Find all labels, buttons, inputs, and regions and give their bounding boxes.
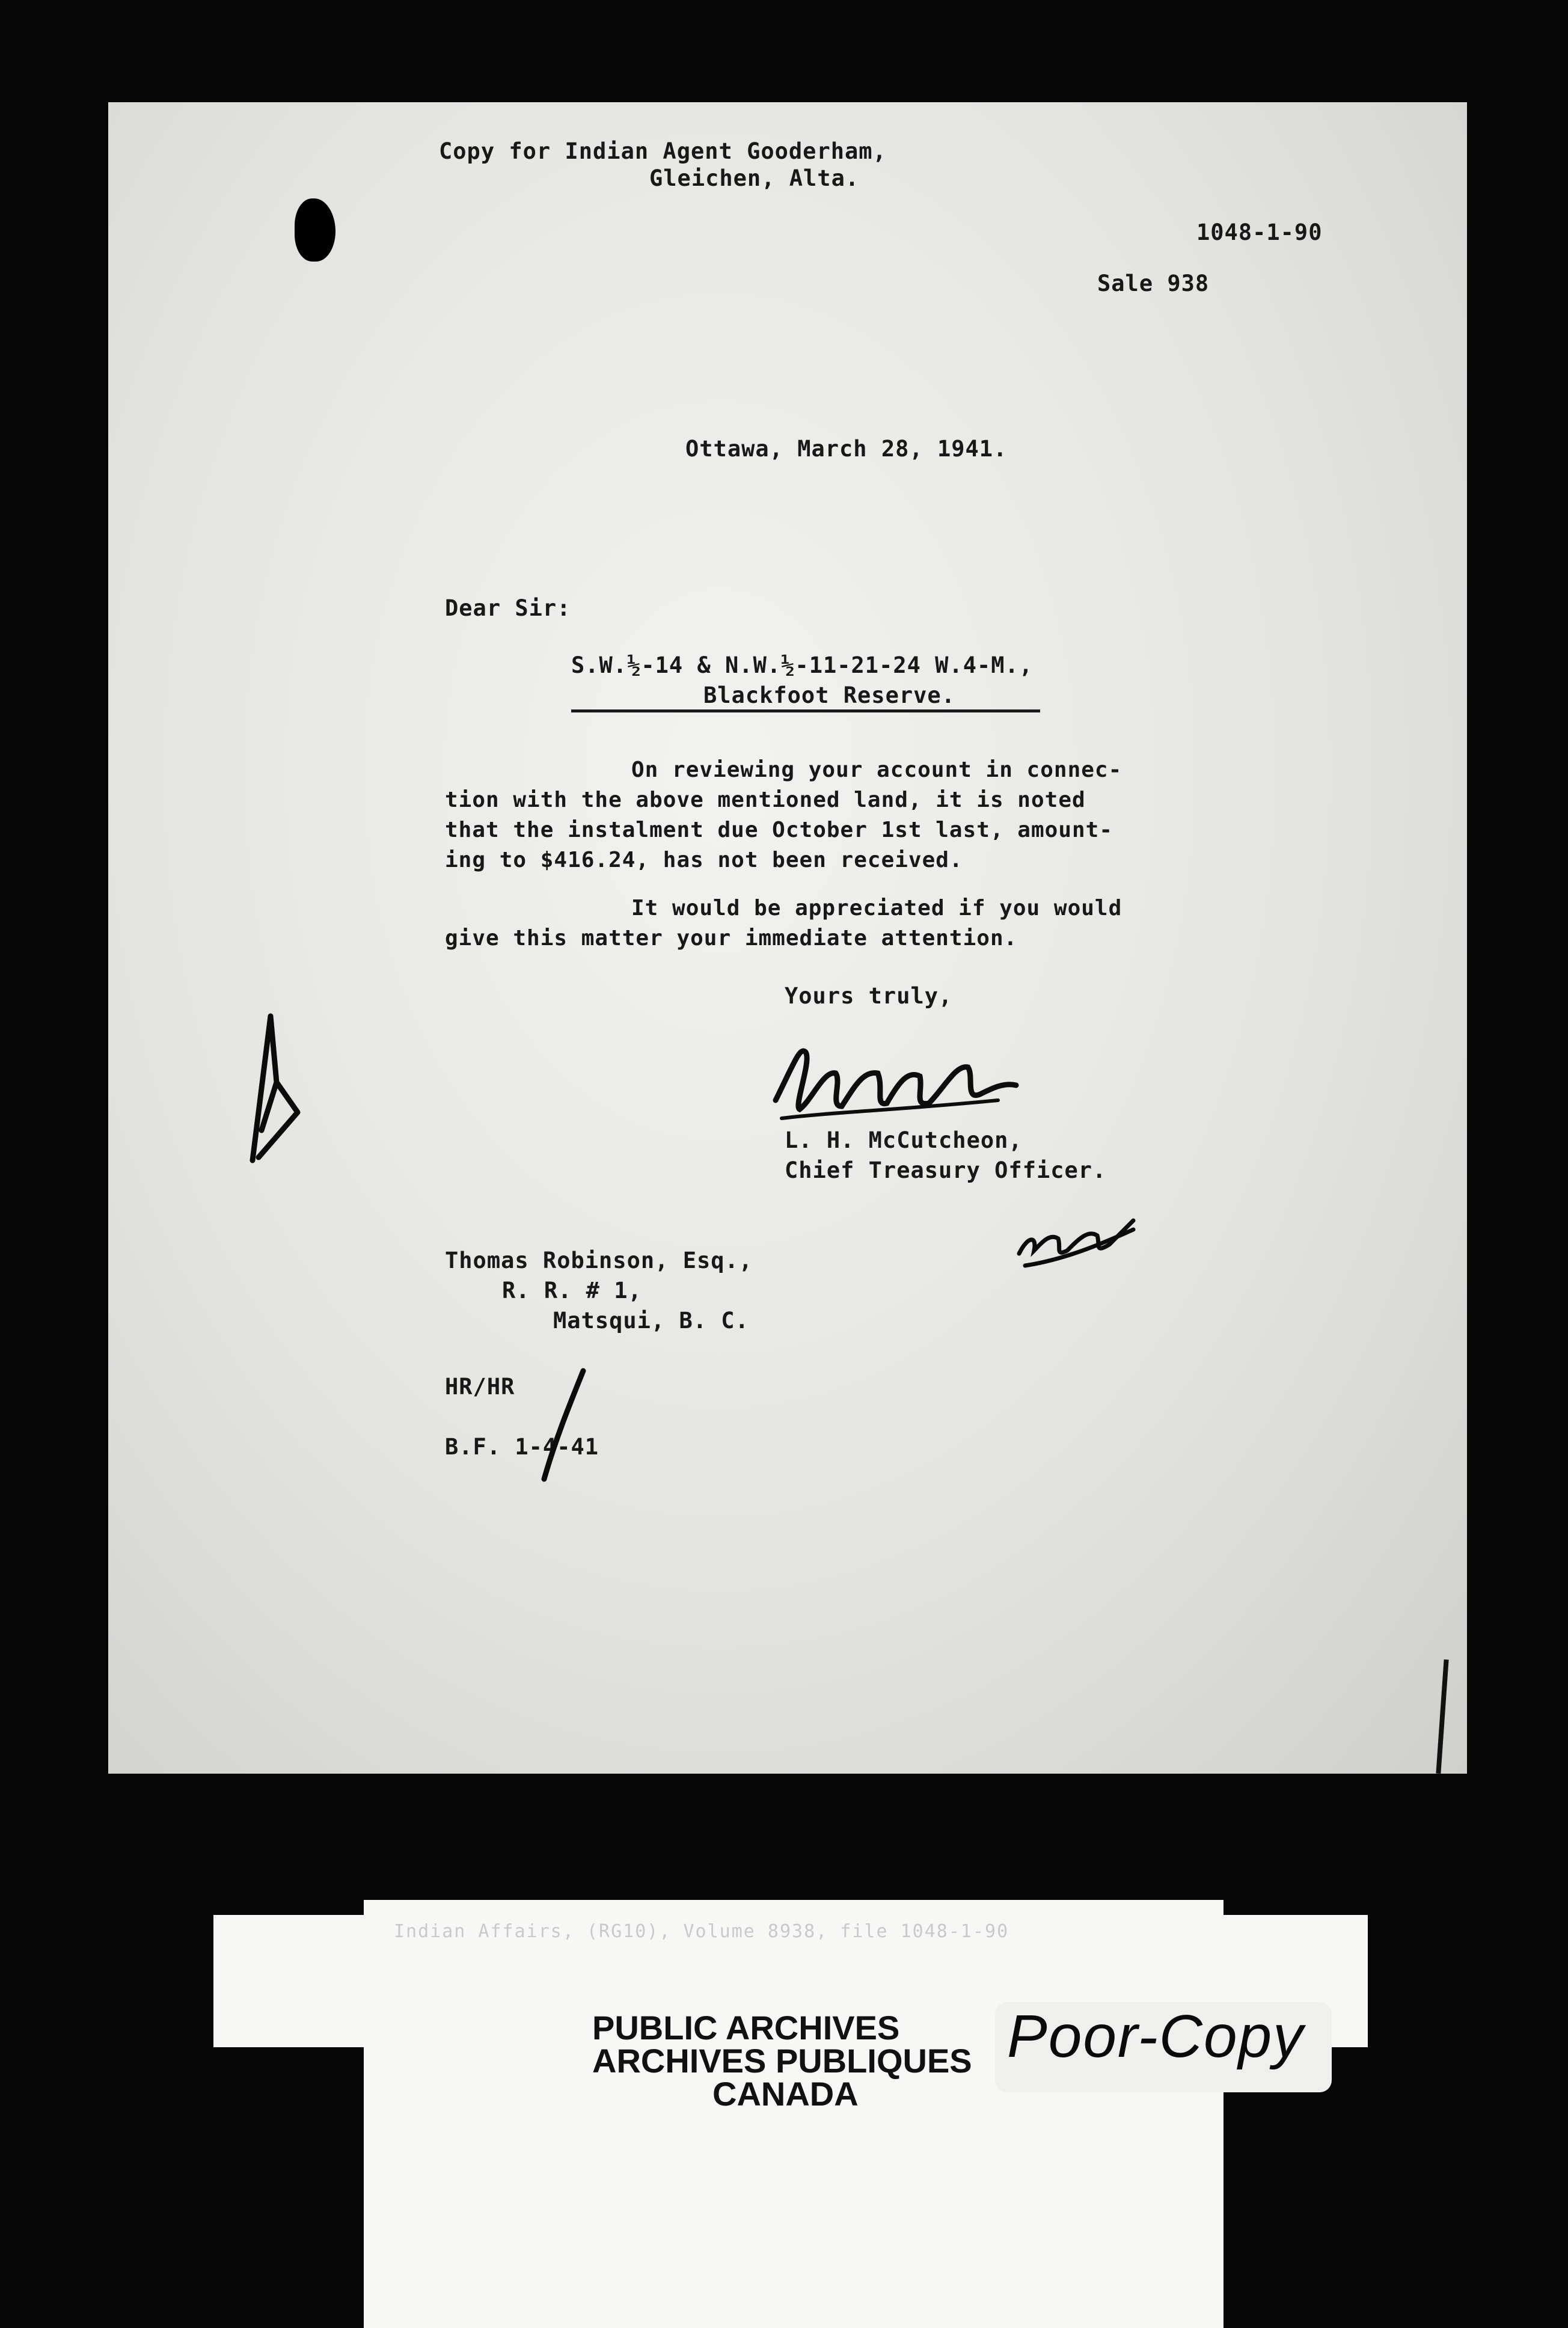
card-tab-left <box>213 1915 370 2047</box>
handwritten-initials-icon <box>1010 1193 1136 1272</box>
punch-hole <box>295 198 335 262</box>
typist-initials: HR/HR <box>445 1374 515 1400</box>
archive-label-card <box>213 1900 1368 2328</box>
para2-line1: It would be appreciated if you would <box>631 896 1122 920</box>
archive-name-english: PUBLIC ARCHIVES <box>592 2009 900 2047</box>
signer-name: L. H. McCutcheon, <box>785 1127 1023 1153</box>
salutation: Dear Sir: <box>445 595 571 621</box>
archive-name-french: ARCHIVES PUBLIQUES <box>592 2042 972 2080</box>
para1-line2: tion with the above mentioned land, it is noted <box>445 788 1086 812</box>
file-reference: 1048-1-90 <box>1196 219 1323 245</box>
copy-note-line2: Gleichen, Alta. <box>649 165 860 191</box>
signer-title: Chief Treasury Officer. <box>785 1157 1107 1183</box>
closing: Yours truly, <box>785 983 953 1009</box>
check-mark-icon <box>523 1365 595 1485</box>
bring-forward-line: B.F. 1-4-41 <box>445 1434 599 1460</box>
card-body <box>364 1900 1223 2328</box>
date-line: Ottawa, March 28, 1941. <box>685 436 1008 462</box>
copy-note-line1: Copy for Indian Agent Gooderham, <box>439 138 887 164</box>
margin-initial-mark-icon <box>240 1010 307 1172</box>
subject-underline <box>571 709 1040 712</box>
sale-reference: Sale 938 <box>1097 271 1210 296</box>
signature-icon <box>758 1010 1022 1142</box>
para2-line2: give this matter your immediate attention. <box>445 926 1018 951</box>
subject-line1: S.W.½-14 & N.W.½-11-21-24 W.4-M., <box>571 652 1034 678</box>
archive-country: CANADA <box>712 2075 859 2113</box>
para1-line1: On reviewing your account in connec- <box>631 758 1122 782</box>
addressee-line3: Matsqui, B. C. <box>553 1308 749 1334</box>
faint-archive-reference: Indian Affairs, (RG10), Volume 8938, file 1048-1-90 <box>394 1921 1009 1942</box>
para1-line3: that the instalment due October 1st last, amount- <box>445 818 1113 842</box>
para1-line4: ing to $416.24, has not been received. <box>445 848 963 872</box>
addressee-line1: Thomas Robinson, Esq., <box>445 1248 753 1273</box>
subject-line2: Blackfoot Reserve. <box>703 682 955 708</box>
letter-page <box>108 102 1467 1774</box>
poor-copy-stamp: Poor-Copy <box>1007 2003 1305 2070</box>
addressee-line2: R. R. # 1, <box>502 1278 642 1303</box>
